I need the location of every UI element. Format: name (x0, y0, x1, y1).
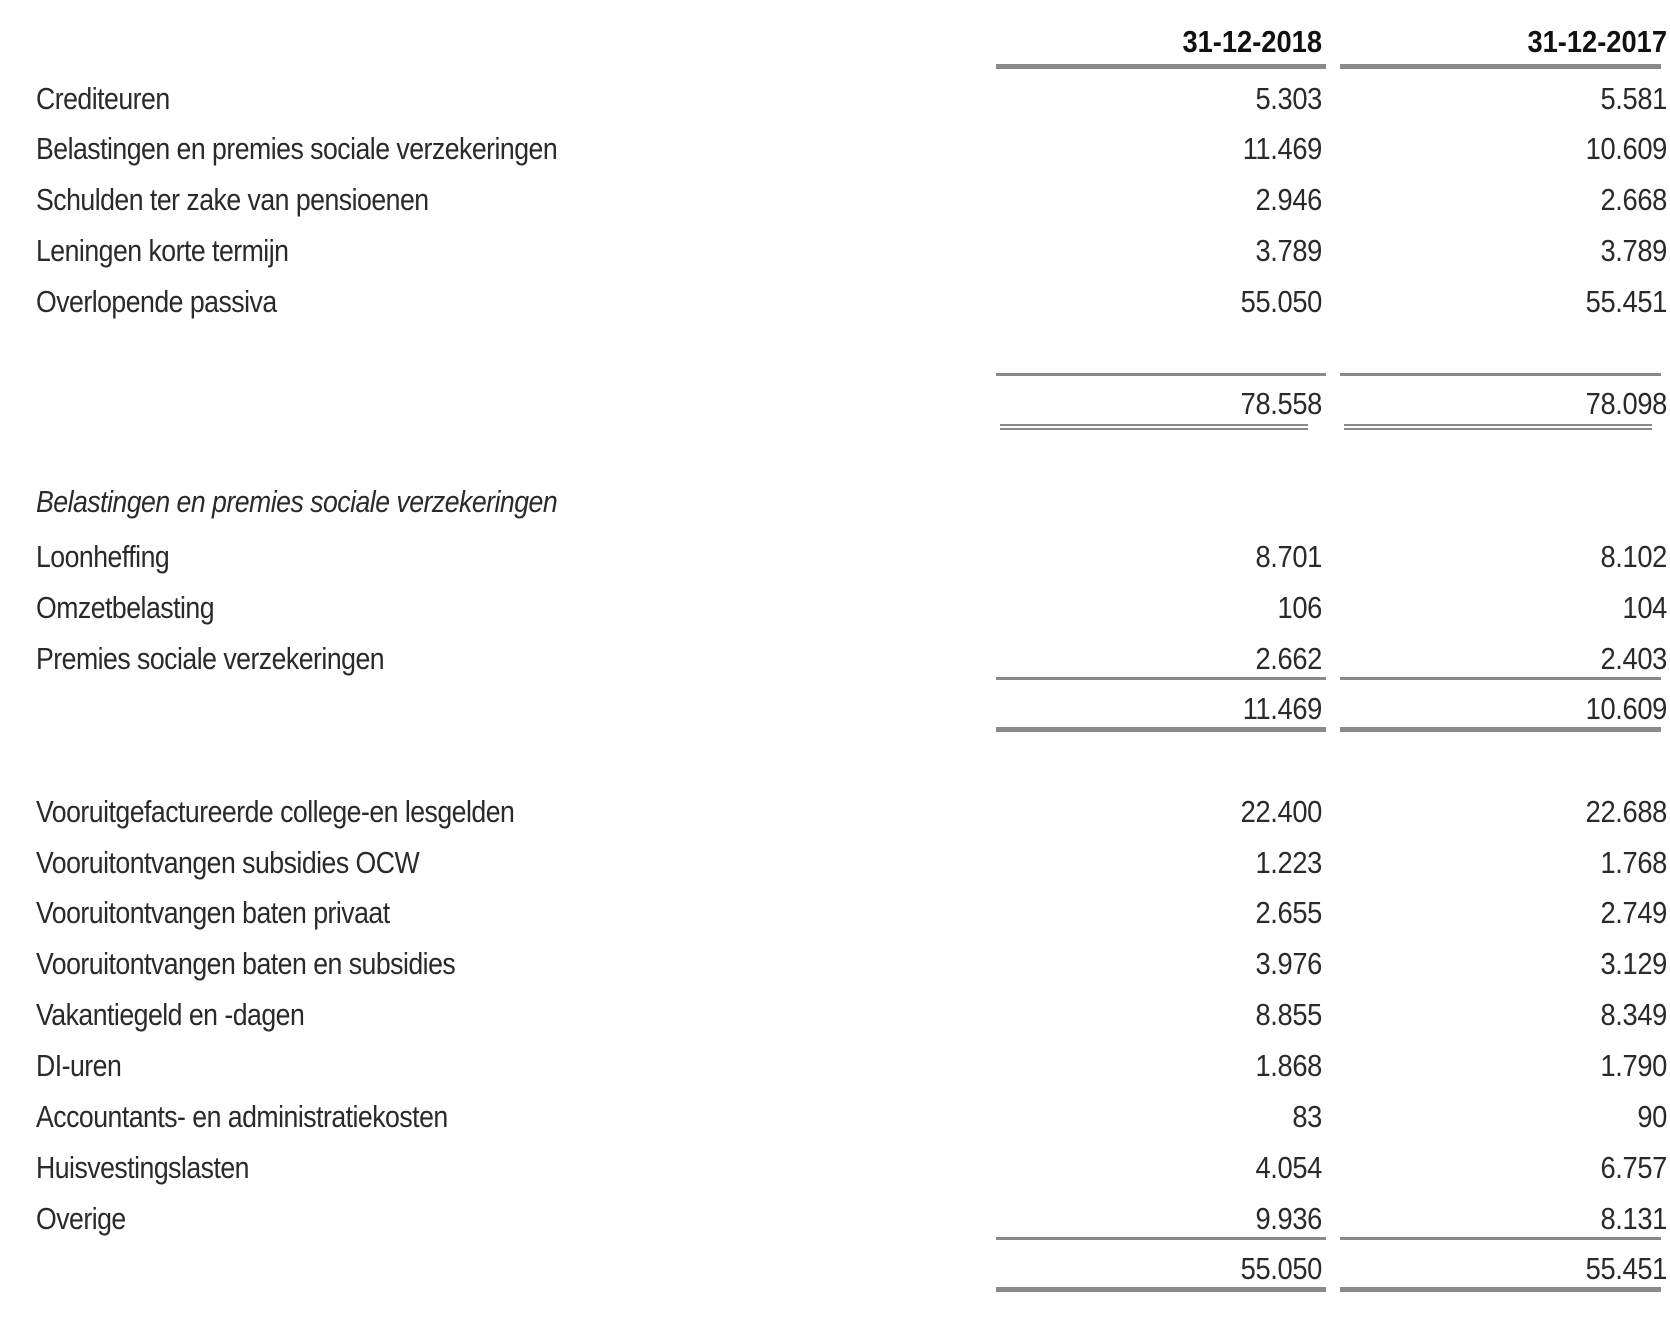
subtotal-rule-2017 (1340, 1237, 1661, 1240)
row-value-2017: 1.790 (1600, 1048, 1667, 1083)
row-value-2018: 8.855 (1255, 997, 1322, 1032)
row-label: DI-uren (36, 1048, 122, 1083)
row-value-2017: 3.129 (1600, 946, 1667, 981)
row-value-2017: 2.749 (1600, 895, 1667, 930)
subtotal-rule-2017 (1340, 373, 1661, 376)
row-value-2017: 8.102 (1600, 539, 1667, 574)
row-label: Loonheffing (36, 539, 170, 574)
row-label: Accountants- en administratiekosten (36, 1099, 448, 1134)
total-rule-2017 (1340, 1287, 1661, 1292)
total-double-rule-2018 (1000, 424, 1308, 430)
row-value-2017: 8.131 (1600, 1201, 1667, 1236)
total-double-rule-2017 (1344, 424, 1652, 430)
subtotal-rule-2018 (996, 677, 1326, 680)
header-rule-2018 (996, 64, 1326, 69)
column-header-2018: 31-12-2018 (1182, 24, 1322, 59)
row-label: Schulden ter zake van pensioenen (36, 182, 429, 217)
row-label: Leningen korte termijn (36, 233, 289, 268)
row-value-2017: 3.789 (1600, 233, 1667, 268)
section1-total-2017: 78.098 (1585, 386, 1667, 421)
row-value-2018: 1.223 (1255, 845, 1322, 880)
section1-total-2018: 78.558 (1240, 386, 1322, 421)
section3-total-2018: 55.050 (1240, 1251, 1322, 1286)
header-rule-2017 (1340, 64, 1661, 69)
section2-total-2017: 10.609 (1585, 691, 1667, 726)
row-value-2018: 4.054 (1255, 1150, 1322, 1185)
row-value-2017: 104 (1622, 590, 1667, 625)
row-value-2018: 5.303 (1255, 81, 1322, 116)
subtotal-rule-2018 (996, 1237, 1326, 1240)
row-value-2017: 10.609 (1585, 131, 1667, 166)
row-label: Vooruitontvangen baten privaat (36, 895, 390, 930)
row-label: Overige (36, 1201, 126, 1236)
row-value-2017: 90 (1637, 1099, 1667, 1134)
row-label: Vooruitontvangen baten en subsidies (36, 946, 456, 981)
row-label: Vakantiegeld en -dagen (36, 997, 305, 1032)
row-value-2017: 5.581 (1600, 81, 1667, 116)
section2-total-2018: 11.469 (1242, 691, 1322, 726)
row-label: Vooruitgefactureerde college-en lesgelden (36, 794, 515, 829)
row-value-2017: 2.668 (1600, 182, 1667, 217)
row-value-2018: 8.701 (1255, 539, 1322, 574)
total-rule-2018 (996, 727, 1326, 732)
row-value-2017: 6.757 (1600, 1150, 1667, 1185)
row-value-2018: 9.936 (1255, 1201, 1322, 1236)
row-value-2018: 2.946 (1255, 182, 1322, 217)
total-rule-2018 (996, 1287, 1326, 1292)
column-header-2017: 31-12-2017 (1527, 24, 1667, 59)
row-value-2018: 1.868 (1255, 1048, 1322, 1083)
row-value-2018: 2.662 (1255, 641, 1322, 676)
row-label: Belastingen en premies sociale verzekeringen (36, 131, 558, 166)
row-label: Overlopende passiva (36, 284, 277, 319)
row-value-2017: 1.768 (1600, 845, 1667, 880)
subtotal-rule-2017 (1340, 677, 1661, 680)
row-value-2018: 22.400 (1240, 794, 1322, 829)
row-value-2018: 83 (1292, 1099, 1322, 1134)
row-value-2018: 3.789 (1255, 233, 1322, 268)
row-value-2018: 3.976 (1255, 946, 1322, 981)
row-value-2017: 55.451 (1585, 284, 1667, 319)
row-value-2018: 11.469 (1242, 131, 1322, 166)
section3-total-2017: 55.451 (1585, 1251, 1667, 1286)
row-label: Crediteuren (36, 81, 170, 116)
row-label: Omzetbelasting (36, 590, 215, 625)
row-value-2017: 22.688 (1585, 794, 1667, 829)
total-rule-2017 (1340, 727, 1661, 732)
row-label: Premies sociale verzekeringen (36, 641, 385, 676)
row-value-2018: 2.655 (1255, 895, 1322, 930)
section-heading: Belastingen en premies sociale verzekeringen (36, 484, 558, 519)
row-value-2017: 2.403 (1600, 641, 1667, 676)
row-value-2018: 106 (1277, 590, 1322, 625)
row-label: Huisvestingslasten (36, 1150, 249, 1185)
row-value-2018: 55.050 (1240, 284, 1322, 319)
subtotal-rule-2018 (996, 373, 1326, 376)
row-value-2017: 8.349 (1600, 997, 1667, 1032)
row-label: Vooruitontvangen subsidies OCW (36, 845, 420, 880)
